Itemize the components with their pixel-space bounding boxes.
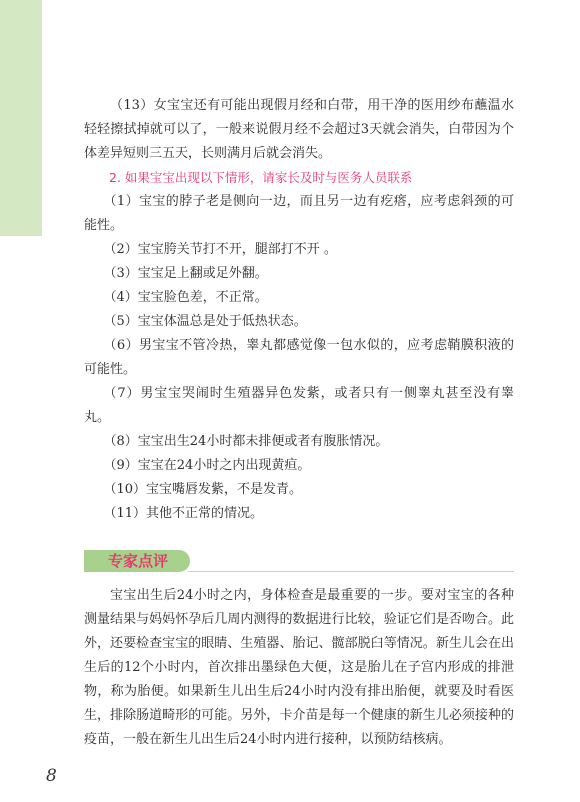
list-item: （2）宝宝胯关节打不开，腿部打不开 。 [103,242,337,257]
list-item: （5）宝宝体温总是处于低热状态。 [103,314,307,329]
page-content [84,94,514,752]
section-heading: 2. 如果宝宝出现以下情形，请家长及时与医务人员联系 [109,170,413,185]
side-color-band [0,0,42,236]
list-item: （10）宝宝嘴唇发紫，不是发青。 [103,482,303,497]
expert-divider [188,571,514,572]
expert-review-banner [84,548,514,574]
page-number: 8 [46,766,57,786]
list-item: （9）宝宝在24小时之内出现黄疸。 [103,458,311,473]
list-item: （8）宝宝出生24小时都未排便或者有腹胀情况。 [103,434,389,449]
expert-review-title: 专家点评 [108,552,169,570]
list-item: （4）宝宝脸色差，不正常。 [103,290,268,305]
list-item: （3）宝宝足上翻或足外翻。 [103,266,268,281]
expert-review-body: 宝宝出生后24小时之内，身体检查是最重要的一步。要对宝宝的各种测量结果与妈妈怀孕后几周内测得的数据进行比较，验证它们是否吻合。此外，还要检查宝宝的眼睛、生殖器、胎记、髋部脱臼等情况。新生儿会在出生后的12个小时内，首次排出墨绿色大便，这是胎儿在子宫内形成的排泄物，称为胎便。如果新生儿出生后24小时内没有排出胎便，就要及时看医生，排除肠道畸形的可能。另外，卡介苗是每一个健康的新生儿必须接种的疫苗，一般在新生儿出生后24小时内进行接种，以预防结核病。 [84,588,514,747]
list-item: （6）男宝宝不管冷热，睾丸都感觉像一包水似的，应考虑鞘膜积液的可能性。 [84,338,514,377]
list-item: （1）宝宝的脖子老是侧向一边，而且另一边有疙瘩，应考虑斜颈的可能性。 [84,194,514,233]
list-item: （7）男宝宝哭闹时生殖器异色发紫，或者只有一侧睾丸甚至没有睾丸。 [84,386,514,425]
warning-list [84,190,514,526]
intro-paragraph: （13）女宝宝还有可能出现假月经和白带，用干净的医用纱布蘸温水轻轻擦拭掉就可以了，一般来说假月经不会超过3天就会消失，白带因为个体差异短则三五天，长则满月后就会消失。 [84,98,514,161]
list-item: （11）其他不正常的情况。 [103,506,264,521]
